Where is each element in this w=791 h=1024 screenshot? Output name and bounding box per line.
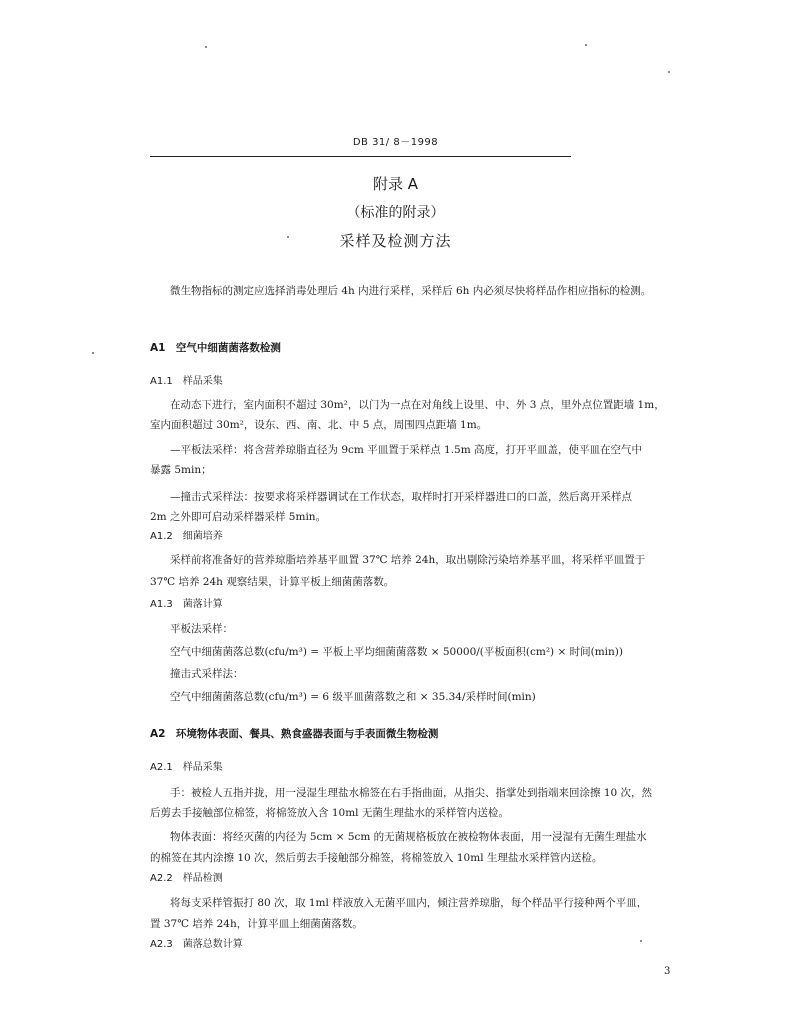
a2-1-hand-line: 后剪去手接触部位棉签，将棉签放入含 10ml 无菌生理盐水的采样管内送检。	[150, 807, 509, 819]
scan-speck	[640, 940, 642, 942]
a1-3-plate-label: 平板法采样：	[170, 623, 233, 635]
section-a1-3-heading: A1.3 菌落计算	[150, 599, 223, 610]
a2-2-line: 将每支采样管振打 80 次，取 1ml 样液放入无菌平皿内，倾注营养琼脂，每个样品平行接种两个平皿，	[170, 897, 648, 909]
section-a1-heading: A1 空气中细菌菌落数检测	[150, 342, 281, 354]
scan-speck	[668, 71, 670, 73]
a1-2-line: 37℃ 培养 24h 观察结果，计算平板上细菌菌落数。	[150, 576, 395, 588]
a1-1-line: 在动态下进行，室内面积不超过 30m²，以门为一点在对角线上设里、中、外 3 点，里外点位置距墙 1m，	[170, 399, 665, 411]
page-number: 3	[664, 966, 671, 977]
section-a1-2-heading: A1.2 细菌培养	[150, 531, 223, 542]
section-a2-3-heading: A2.3 菌落总数计算	[150, 939, 243, 950]
a1-3-impact-formula: 空气中细菌菌落总数(cfu/m³) = 6 级平皿菌落数之和 × 35.34/采样时间(min)	[170, 691, 536, 703]
scan-speck	[287, 236, 289, 238]
a1-1-impact-method: 2m 之外即可启动采样器采样 5min。	[150, 511, 327, 523]
section-a2-1-heading: A2.1 样品采集	[150, 762, 223, 773]
section-a2-heading: A2 环境物体表面、餐具、熟食盛器表面与手表面微生物检测	[150, 728, 439, 740]
scan-speck	[585, 44, 587, 46]
appendix-title: 附录 A	[372, 175, 419, 193]
scan-speck	[92, 352, 94, 354]
document-code: DB 31/ 8－1998	[352, 137, 439, 148]
header-rule	[150, 156, 571, 157]
a2-1-hand-line: 手：被检人五指并拢，用一浸湿生理盐水棉签在右手指曲面，从指尖、指掌处到指端来回涂擦 10 次，然	[170, 787, 653, 799]
a2-1-surface-line: 的棉签在其内涂擦 10 次，然后剪去手接触部分棉签，将棉签放入 10ml 生理盐水采样管内送检。	[150, 852, 603, 864]
section-a1-1-heading: A1.1 样品采集	[150, 376, 223, 387]
a2-2-line: 置 37℃ 培养 24h，计算平皿上细菌菌落数。	[150, 918, 363, 930]
appendix-heading: 采样及检测方法	[339, 232, 452, 250]
a1-1-plate-method: —平板法采样：将含营养琼脂直径为 9cm 平皿置于采样点 1.5m 高度，打开平皿盖，使平皿在空气中	[170, 444, 643, 456]
a1-3-impact-label: 撞击式采样法：	[170, 668, 244, 680]
scan-speck	[205, 46, 207, 48]
intro-paragraph: 微生物指标的测定应选择消毒处理后 4h 内进行采样，采样后 6h 内必须尽快将样品作相应指标的检测。	[170, 285, 652, 297]
a1-1-impact-method: —撞击式采样法：按要求将采样器调试在工作状态，取样时打开采样器进口的口盖，然后离开采样点	[170, 491, 632, 503]
a1-2-line: 采样前将准备好的营养琼脂培养基平皿置 37℃ 培养 24h，取出剔除污染培养基平皿，将采样平皿置于	[170, 554, 646, 566]
a1-3-plate-formula: 空气中细菌菌落总数(cfu/m³) = 平板上平均细菌菌落数 × 50000/(平板面积(cm²) × 时间(min))	[170, 646, 623, 658]
a1-1-plate-method: 暴露 5min；	[150, 464, 212, 476]
section-a2-2-heading: A2.2 样品检测	[150, 873, 223, 884]
a2-1-surface-line: 物体表面：将经灭菌的内径为 5cm × 5cm 的无菌规格板放在被检物体表面，用一浸湿有无菌生理盐水	[170, 831, 647, 843]
a1-1-line: 室内面积超过 30m²，设东、西、南、北、中 5 点，周围四点距墙 1m。	[150, 419, 488, 431]
appendix-type: （标准的附录）	[346, 205, 445, 221]
